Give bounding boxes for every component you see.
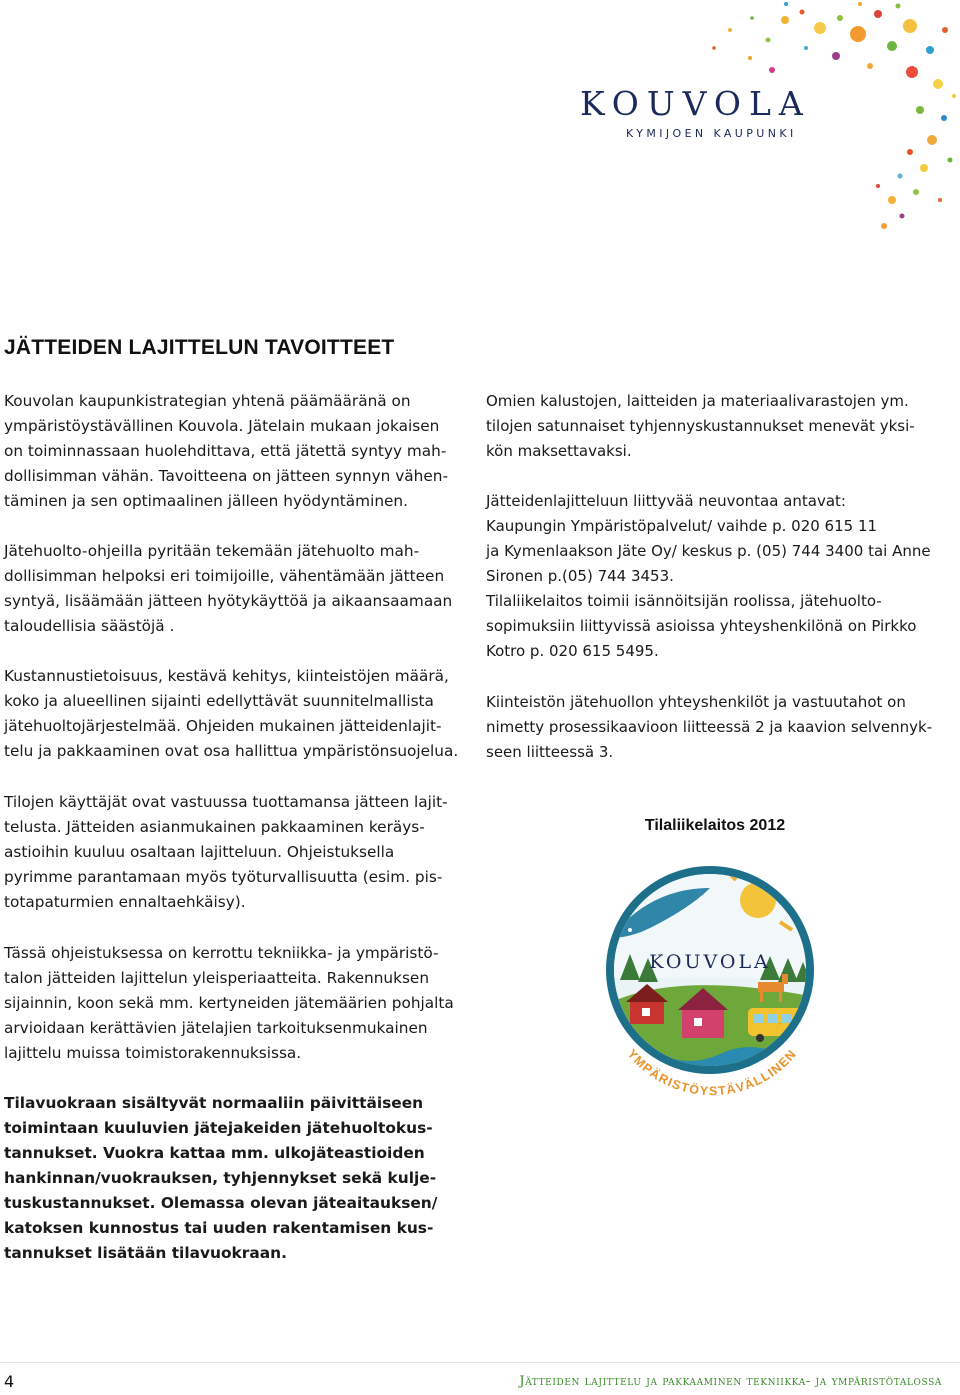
- text-line: Tilaliikelaitos toimii isännöitsijän roolissa, jätehuolto-: [486, 592, 882, 610]
- logo-tagline: KYMIJOEN KAUPUNKI: [626, 127, 797, 140]
- text-line: telusta. Jätteiden asianmukainen pakkaaminen keräys-: [4, 818, 425, 836]
- text-line: täminen ja sen optimaalinen jälleen hyödyntäminen.: [4, 492, 408, 510]
- text-line: Kotro p. 020 615 5495.: [486, 642, 659, 660]
- right-paragraph-3: [486, 690, 946, 765]
- text-line: tuskustannukset. Olemassa olevan jäteaitauksen/: [4, 1194, 438, 1212]
- text-line: Kiinteistön jätehuollon yhteyshenkilöt ja vastuutahot on: [486, 693, 906, 711]
- text-line: ja Kymenlaakson Jäte Oy/ keskus p. (05) 744 3400 tai Anne: [486, 542, 931, 560]
- footer-running-title: Jätteiden lajittelu ja pakkaaminen tekniikka- ja ympäristötalossa: [519, 1374, 942, 1389]
- text-line: lajittelu muissa toimistorakennuksissa.: [4, 1044, 302, 1062]
- text-line: dollisimman vähän. Tavoitteena on jätteen synnyn vähen-: [4, 467, 448, 485]
- left-paragraph-2: [4, 539, 460, 639]
- text-line: tannukset lisätään tilavuokraan.: [4, 1244, 287, 1262]
- text-line: jätehuoltojärjestelmää. Ohjeiden mukainen jätteidenlajit-: [4, 717, 442, 735]
- text-line: sopimuksiin liittyvissä asioissa yhteyshenkilönä on Pirkko: [486, 617, 917, 635]
- text-line: Jätehuolto-ohjeilla pyritään tekemään jätehuolto mah-: [4, 542, 420, 560]
- text-line: pyrimme parantamaan myös työturvallisuutta (esim. pis-: [4, 868, 443, 886]
- text-line: Tässä ohjeistuksessa on kerrottu tekniikka- ja ympäristö-: [4, 944, 439, 962]
- text-line: tannukset. Vuokra kattaa mm. ulkojäteastioiden: [4, 1144, 425, 1162]
- text-line: taloudellisia säästöjä .: [4, 617, 175, 635]
- text-line: syntyä, lisäämään jätteen hyötykäyttöä ja aikaansaamaan: [4, 592, 453, 610]
- text-line: Sironen p.(05) 744 3453.: [486, 567, 674, 585]
- text-line: astioihin kuuluu osaltaan lajitteluun. Ohjeistuksella: [4, 843, 395, 861]
- text-line: hankinnan/vuokrauksen, tyhjennykset sekä kulje-: [4, 1169, 437, 1187]
- text-line: Tilojen käyttäjät ovat vastuussa tuottamansa jätteen lajit-: [4, 793, 448, 811]
- left-paragraph-3: [4, 664, 460, 764]
- text-line: on toiminnassaan huolehdittava, että jätettä syntyy mah-: [4, 442, 447, 460]
- badge-caption: Tilaliikelaitos 2012: [644, 817, 786, 834]
- text-line: katoksen kunnostus tai uuden rakentamisen kus-: [4, 1219, 434, 1237]
- text-line: arvioidaan kerättävien jätelajien tarkoituksenmukainen: [4, 1019, 428, 1037]
- text-line: kön maksettavaksi.: [486, 442, 632, 460]
- text-line: Tilavuokraan sisältyvät normaaliin päivittäiseen: [4, 1094, 424, 1112]
- text-line: sijainnin, koon sekä mm. kertyneiden jätemäärien pohjalta: [4, 994, 454, 1012]
- left-paragraph-5: [4, 941, 460, 1066]
- logo-wordmark: KOUVOLA: [580, 84, 811, 123]
- right-paragraph-2: [486, 489, 946, 664]
- text-line: Kaupungin Ympäristöpalvelut/ vaihde p. 020 615 11: [486, 517, 878, 535]
- badge-arc-textpath: YMPÄRISTÖYSTÄVÄLLINEN: [624, 1046, 800, 1099]
- text-line: dollisimman helpoksi eri toimijoille, vähentämään jätteen: [4, 567, 445, 585]
- text-line: ympäristöystävällinen Kouvola. Jätelain mukaan jokaisen: [4, 417, 440, 435]
- page-title: JÄTTEIDEN LAJITTELUN TAVOITTEET: [4, 336, 395, 359]
- text-line: tilojen satunnaiset tyhjennyskustannukset menevät yksi-: [486, 417, 915, 435]
- text-line: telu ja pakkaaminen ovat osa hallittua ympäristönsuojelua.: [4, 742, 459, 760]
- text-line: seen liitteessä 3.: [486, 743, 614, 761]
- text-line: toimintaan kuuluvien jätejakeiden jätehuoltokus-: [4, 1119, 433, 1137]
- text-line: nimetty prosessikaavioon liitteessä 2 ja kaavion selvennyk-: [486, 718, 933, 736]
- text-line: totapaturmien ennaltaehkäisy).: [4, 893, 246, 911]
- page-number: 4: [4, 1372, 15, 1391]
- footer-divider: [0, 1362, 960, 1363]
- text-line: koko ja alueellinen sijainti edellyttävät suunnitelmallista: [4, 692, 434, 710]
- text-line: Omien kalustojen, laitteiden ja materiaalivarastojen ym.: [486, 392, 909, 410]
- text-line: Kouvolan kaupunkistrategian yhtenä päämääränä on: [4, 392, 411, 410]
- text-line: Jätteidenlajitteluun liittyvää neuvontaa antavat:: [486, 492, 846, 510]
- badge-wordmark: KOUVOLA: [649, 951, 771, 973]
- right-paragraph-1: [486, 389, 946, 464]
- left-paragraph-6-bold: [4, 1091, 460, 1266]
- text-line: Kustannustietoisuus, kestävä kehitys, kiinteistöjen määrä,: [4, 667, 449, 685]
- left-paragraph-1: [4, 389, 460, 514]
- ymparistoystavallinen-badge: [590, 858, 835, 1118]
- left-paragraph-4: [4, 790, 460, 915]
- text-line: talon jätteiden lajittelun yleisperiaatteita. Rakennuksen: [4, 969, 430, 987]
